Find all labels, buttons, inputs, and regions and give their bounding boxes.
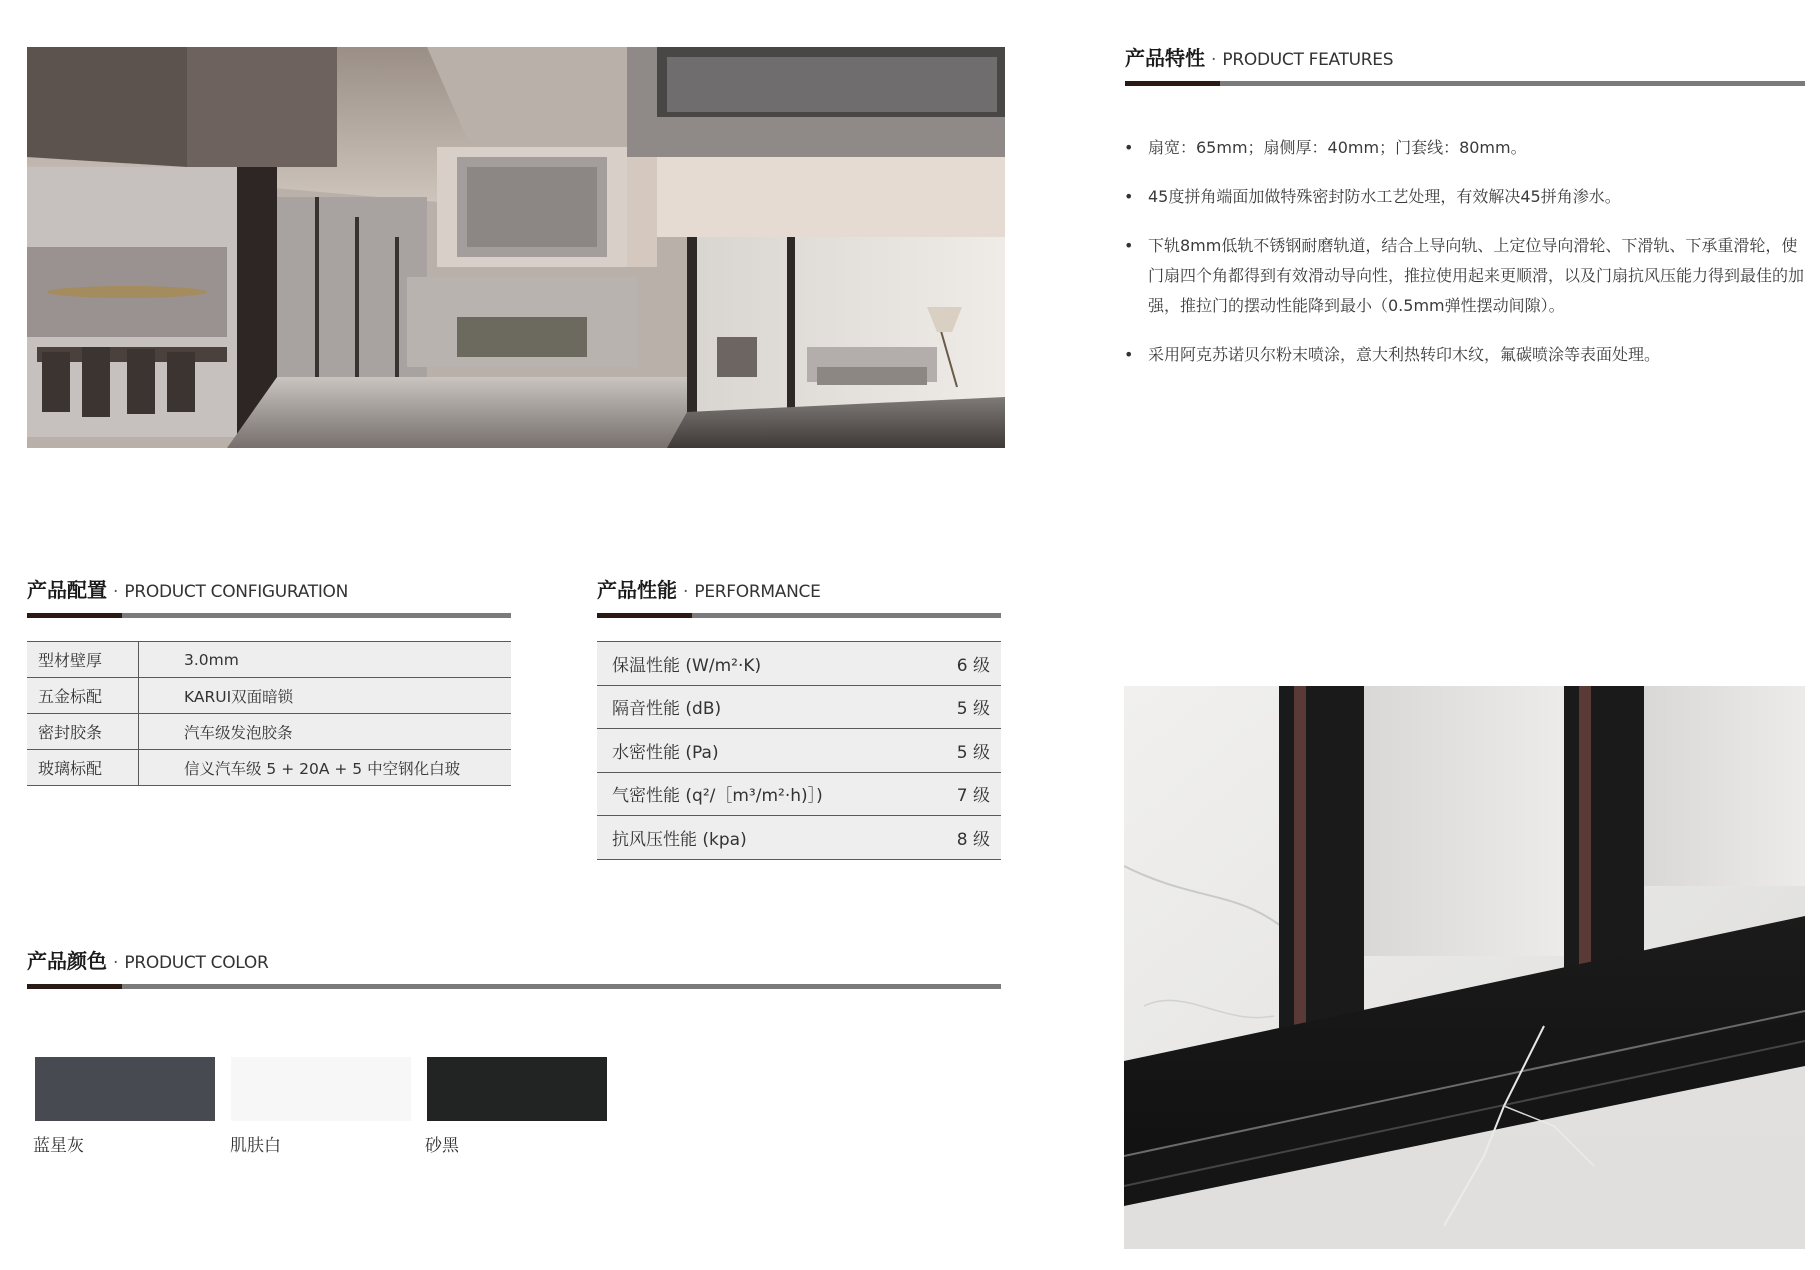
performance-title-cn: 产品性能 <box>597 578 677 602</box>
performance-key: 气密性能 (q²/［m³/m²·h)］) <box>597 772 935 816</box>
table-row <box>597 685 1001 729</box>
feature-item <box>1120 231 1810 321</box>
color-title-dot: · <box>113 953 119 973</box>
config-key: 型材壁厚 <box>27 642 139 678</box>
performance-key: 保温性能 (W/m²·K) <box>597 642 935 686</box>
feature-text: 采用阿克苏诺贝尔粉末喷涂，意大利热转印木纹，氟碳喷涂等表面处理。 <box>1148 345 1661 364</box>
performance-title-en: PERFORMANCE <box>694 582 821 602</box>
interior-photo <box>27 47 1005 448</box>
feature-text: 扇宽：65mm；扇侧厚：40mm；门套线：80mm。 <box>1148 138 1527 157</box>
configuration-header-accent <box>27 613 122 618</box>
color-header-accent <box>27 984 122 989</box>
color-swatch-blue-gray[interactable] <box>35 1057 215 1121</box>
bullet-icon: • <box>1124 138 1134 157</box>
color-label: 砂黑 <box>425 1136 459 1156</box>
feature-text: 下轨8mm低轨不锈钢耐磨轨道，结合上导向轨、上定位导向滑轮、下滑轨、下承重滑轮，使门扇四个角都得到有效滑动导向性，推拉使用起来更顺滑，以及门扇抗风压能力得到最佳的加强，推拉门的摆动性能降到最小（0.5mm弹性摆动间隙）。 <box>1148 236 1805 315</box>
door-frame-closeup-photo <box>1124 686 1805 1249</box>
bullet-icon: • <box>1124 236 1134 255</box>
performance-grade: 5 级 <box>935 685 1001 729</box>
table-row <box>27 750 511 786</box>
features-title-dot: · <box>1211 50 1217 70</box>
config-key: 密封胶条 <box>27 714 139 750</box>
features-list <box>1120 133 1810 389</box>
bullet-icon: • <box>1124 345 1134 364</box>
config-value: 汽车级发泡胶条 <box>139 714 512 750</box>
configuration-header-rule <box>27 613 511 618</box>
color-label: 肌肤白 <box>230 1136 281 1156</box>
color-swatch-sand-black[interactable] <box>427 1057 607 1121</box>
performance-grade: 6 级 <box>935 642 1001 686</box>
performance-key: 抗风压性能 (kpa) <box>597 816 935 860</box>
config-value: KARUI双面暗锁 <box>139 678 512 714</box>
features-header-accent <box>1125 81 1220 86</box>
table-row <box>597 729 1001 773</box>
configuration-title-dot: · <box>113 582 119 602</box>
color-title-en: PRODUCT COLOR <box>124 953 269 973</box>
performance-key: 水密性能 (Pa) <box>597 729 935 773</box>
configuration-title-en: PRODUCT CONFIGURATION <box>124 582 349 602</box>
performance-grade: 8 级 <box>935 816 1001 860</box>
performance-header-rule <box>597 613 1001 618</box>
config-key: 五金标配 <box>27 678 139 714</box>
performance-title-dot: · <box>683 582 689 602</box>
features-header-rule <box>1125 81 1805 86</box>
color-label: 蓝星灰 <box>33 1136 84 1156</box>
features-title-cn: 产品特性 <box>1125 46 1205 70</box>
color-header-rule <box>27 984 1001 989</box>
performance-key: 隔音性能 (dB) <box>597 685 935 729</box>
color-title-cn: 产品颜色 <box>27 949 107 973</box>
features-header <box>1125 44 1805 88</box>
table-row <box>27 678 511 714</box>
config-key: 玻璃标配 <box>27 750 139 786</box>
performance-header-accent <box>597 613 692 618</box>
table-row <box>27 642 511 678</box>
config-value: 信义汽车级 5 + 20A + 5 中空钢化白玻 <box>139 750 512 786</box>
table-row <box>597 642 1001 686</box>
performance-table <box>597 641 1001 860</box>
features-title-en: PRODUCT FEATURES <box>1222 50 1394 70</box>
color-swatch-skin-white[interactable] <box>231 1057 411 1121</box>
color-header <box>27 947 1001 991</box>
table-row <box>597 816 1001 860</box>
feature-item <box>1120 182 1810 212</box>
bullet-icon: • <box>1124 187 1134 206</box>
feature-item <box>1120 133 1810 163</box>
configuration-title-cn: 产品配置 <box>27 578 107 602</box>
feature-text: 45度拼角端面加做特殊密封防水工艺处理，有效解决45拼角渗水。 <box>1148 187 1621 206</box>
config-value: 3.0mm <box>139 642 512 678</box>
performance-grade: 5 级 <box>935 729 1001 773</box>
table-row <box>27 714 511 750</box>
feature-item <box>1120 340 1810 370</box>
configuration-table <box>27 641 511 786</box>
configuration-header <box>27 576 511 620</box>
performance-grade: 7 级 <box>935 772 1001 816</box>
performance-header <box>597 576 1001 620</box>
table-row <box>597 772 1001 816</box>
